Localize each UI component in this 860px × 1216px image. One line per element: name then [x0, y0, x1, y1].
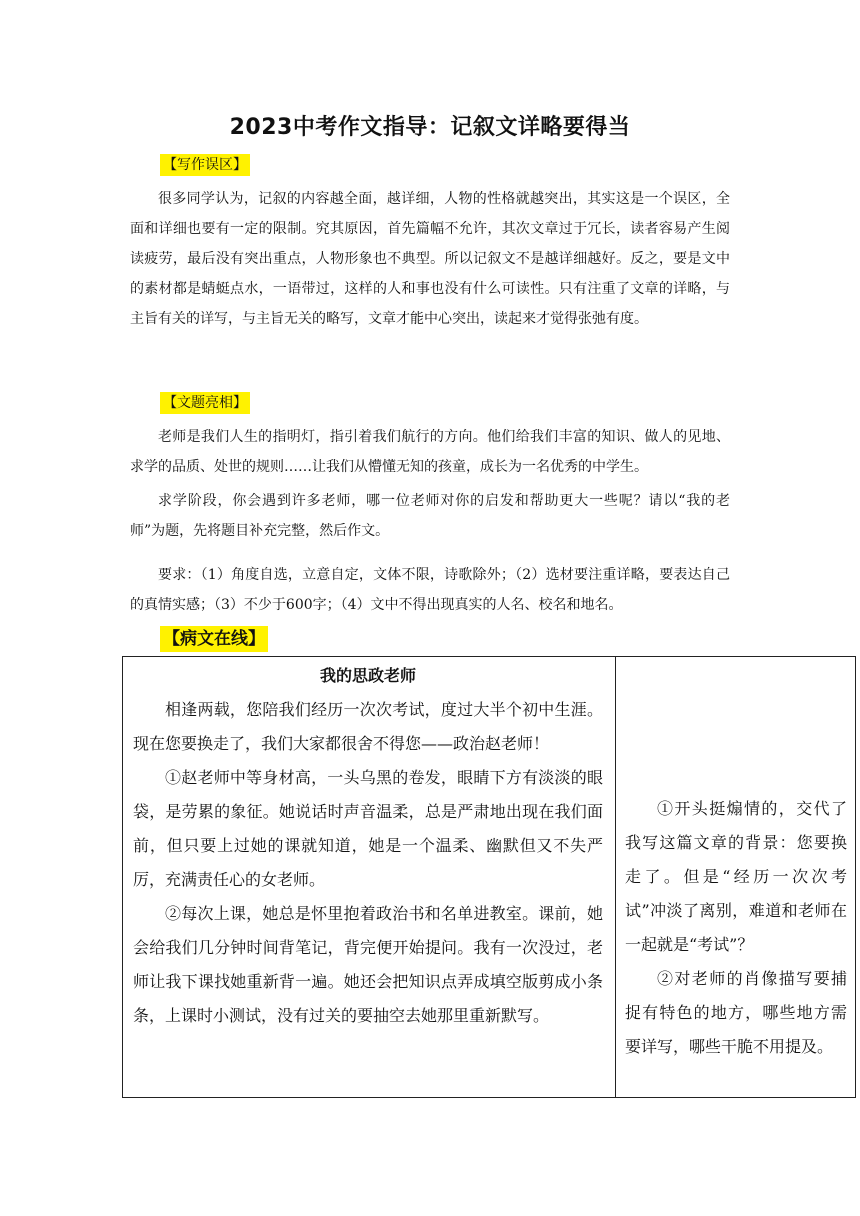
essay-column: [133, 661, 603, 1033]
comment-column: [625, 792, 847, 1064]
section-label-prompt: 【文题亮相】: [160, 392, 250, 414]
section-label-misconception: 【写作误区】: [160, 154, 250, 176]
misconception-paragraph: 很多同学认为，记叙的内容越全面，越详细，人物的性格就越突出，其实这是一个误区，全面和详细也要有一定的限制。究其原因，首先篇幅不允许，其次文章过于冗长，读者容易产生阅读疲劳，最后没有突出重点，人物形象也不典型。所以记叙文不是越详细越好。反之，要是文中的素材都是蜻蜓点水，一语带过，这样的人和事也没有什么可读性。只有注重了文章的详略，与主旨有关的详写，与主旨无关的略写，文章才能中心突出，读起来才觉得张弛有度。: [130, 191, 730, 327]
essay-paragraph-3: ②每次上课，她总是怀里抱着政治书和名单进教室。课前，她会给我们几分钟时间背笔记，背完便开始提问。我有一次没过，老师让我下课找她重新背一遍。她还会把知识点弄成填空版剪成小条条，上课时小测试，没有过关的要抽空去她那里重新默写。: [133, 904, 603, 1025]
prompt-paragraph-1: 老师是我们人生的指明灯，指引着我们航行的方向。他们给我们丰富的知识、做人的见地、求学的品质、处世的规则……让我们从懵懂无知的孩童，成长为一名优秀的中学生。: [130, 429, 730, 475]
prompt-paragraph-2: 求学阶段，你会遇到许多老师，哪一位老师对你的启发和帮助更大一些呢？请以“我的老师”为题，先将题目补充完整，然后作文。: [130, 493, 730, 539]
comment-1: ①开头挺煽情的，交代了我写这篇文章的背景：您要换走了。但是“经历一次次考试”冲淡了离别，难道和老师在一起就是“考试”？: [625, 799, 847, 954]
essay-paragraph-1: 相逢两载，您陪我们经历一次次考试，度过大半个初中生涯。现在您要换走了，我们大家都很舍不得您——政治赵老师！: [133, 700, 603, 753]
essay-title: 我的思政老师: [319, 666, 416, 685]
page-title: 2023中考作文指导：记叙文详略要得当: [229, 115, 631, 140]
comment-2: ②对老师的肖像描写要捕捉有特色的地方，哪些地方需要详写，哪些干脆不用提及。: [625, 969, 847, 1056]
essay-paragraph-2: ①赵老师中等身材高，一头乌黑的卷发，眼睛下方有淡淡的眼袋，是劳累的象征。她说话时声音温柔，总是严肃地出现在我们面前，但只要上过她的课就知道，她是一个温柔、幽默但又不失严厉，充满责任心的女老师。: [133, 768, 603, 889]
sample-essay-table: [122, 656, 856, 1098]
prompt-paragraph-3: 要求：（1）角度自选，立意自定，文体不限，诗歌除外；（2）选材要注重详略，要表达自己的真情实感；（3）不少于600字；（4）文中不得出现真实的人名、校名和地名。: [130, 567, 730, 613]
table-divider: [615, 657, 616, 1097]
section-label-sample: 【病文在线】: [160, 626, 268, 652]
